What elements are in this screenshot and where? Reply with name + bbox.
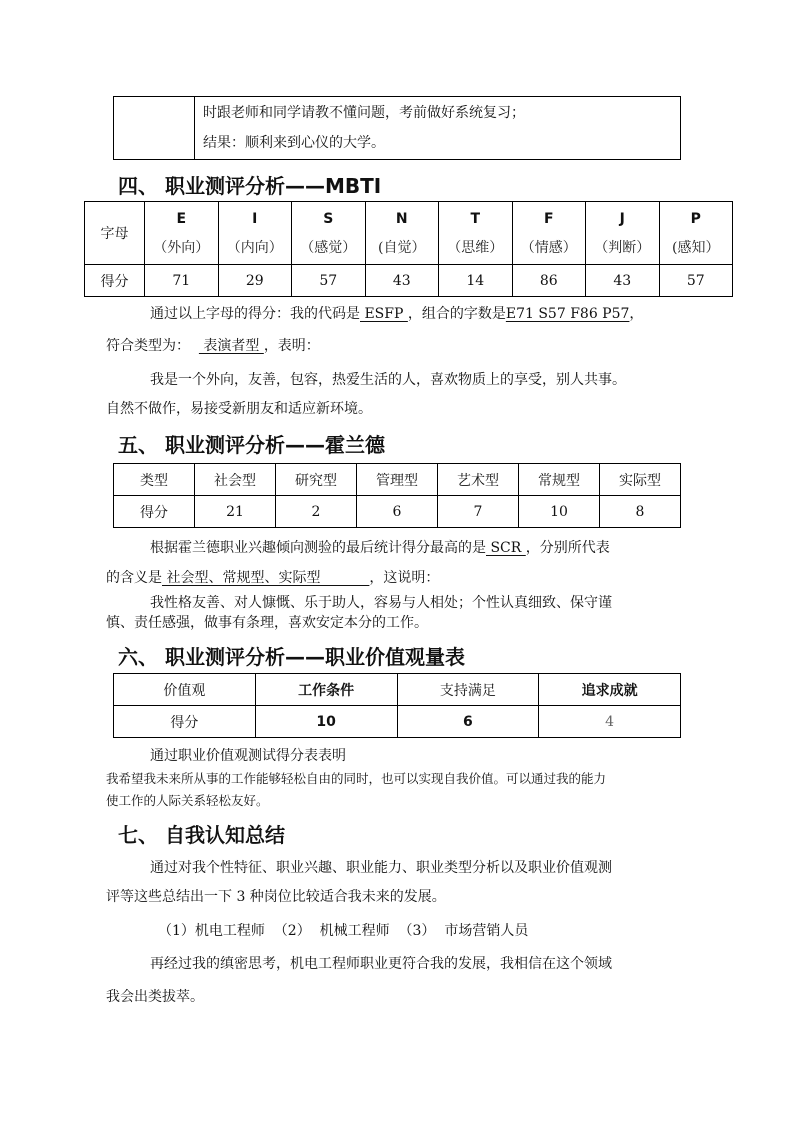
score-cell: 43 (365, 265, 439, 297)
letter-cell (292, 202, 366, 265)
score-cell: 71 (145, 265, 219, 297)
header-cell: 艺术型 (438, 464, 519, 496)
mbti-paragraph-2: 符合类型为： 表演者型 ，表明： (106, 338, 320, 354)
header-cell: 管理型 (357, 464, 438, 496)
header-cell: 社会型 (195, 464, 276, 496)
summary-paragraph-3: 再经过我的缜密思考，机电工程师职业更符合我的发展，我相信在这个领域 (150, 956, 612, 972)
score-cell: 29 (218, 265, 292, 297)
letter-meaning: （内向） (226, 240, 283, 256)
letter-cell (659, 202, 733, 265)
values-paragraph-2: 我希望我未来所从事的工作能够轻松自由的同时，也可以实现自我价值。可以通过我的能力 (106, 771, 607, 786)
mbti-table (84, 201, 733, 297)
letter: T (470, 211, 481, 227)
holland-code: SCR (486, 540, 526, 556)
letter-meaning: (自觉） (378, 240, 426, 256)
holland-meaning: 社会型、常规型、实际型 (162, 570, 370, 586)
holland-paragraph-1: 根据霍兰德职业兴趣倾向测验的最后统计得分最高的是 SCR ，分别所代表 (150, 540, 610, 556)
mbti-paragraph-4: 自然不做作，易接受新朋友和适应新环境。 (106, 401, 372, 417)
letter-cell (439, 202, 513, 265)
values-table (113, 673, 681, 738)
score-cell: 86 (512, 265, 586, 297)
score-cell: 43 (586, 265, 660, 297)
letter: P (690, 211, 701, 227)
letter-meaning: （感觉） (300, 240, 357, 256)
header-cell: 工作条件 (255, 674, 397, 706)
score-cell: 4 (539, 706, 681, 738)
score-cell: 7 (438, 496, 519, 528)
score-cell: 得分 (114, 706, 256, 738)
values-paragraph-1: 通过职业价值观测试得分表表明 (150, 748, 346, 764)
score-cell: 21 (195, 496, 276, 528)
summary-paragraph-1: 通过对我个性特征、职业兴趣、职业能力、职业类型分析以及职业价值观测 (150, 860, 612, 876)
mbti-combo: E71 S57 F86 P57 (505, 306, 630, 322)
score-cell: 57 (292, 265, 366, 297)
score-cell: 10 (519, 496, 600, 528)
header-cell: 常规型 (519, 464, 600, 496)
score-cell: 6 (357, 496, 438, 528)
letter-meaning: （外向） (153, 240, 210, 256)
score-cell: 2 (276, 496, 357, 528)
score-cell: 57 (659, 265, 733, 297)
summary-paragraph-4: 我会出类拔萃。 (106, 989, 204, 1005)
header-cell: 追求成就 (539, 674, 681, 706)
section-heading-values: 六、 职业测评分析——职业价值观量表 (118, 645, 465, 669)
mbti-paragraph-1: 通过以上字母的得分：我的代码是 ESFP ，组合的字数是E71 S57 F86 P57， (150, 306, 644, 322)
holland-paragraph-3: 我性格友善、对人慷慨、乐于助人，容易与人相处；个性认真细致、保守谨 (150, 595, 612, 611)
header-cell: 支持满足 (397, 674, 539, 706)
letter: E (176, 211, 187, 227)
letter: J (619, 211, 625, 227)
summary-paragraph-2: 评等这些总结出一下 3 种岗位比较适合我未来的发展。 (106, 889, 446, 905)
letter: F (543, 211, 554, 227)
experience-table (113, 96, 681, 160)
mbti-paragraph-3: 我是一个外向，友善，包容，热爱生活的人，喜欢物质上的享受，别人共事。 (150, 372, 626, 388)
row-label: 字母 (85, 202, 145, 265)
empty-cell (114, 97, 195, 160)
score-cell: 6 (397, 706, 539, 738)
score-cell: 10 (255, 706, 397, 738)
letter-meaning: （判断） (594, 240, 651, 256)
section-heading-summary: 七、 自我认知总结 (118, 823, 285, 847)
letter: I (252, 211, 258, 227)
letter-meaning: （情感） (520, 240, 577, 256)
holland-paragraph-2: 的含义是 社会型、常规型、实际型 ，这说明： (106, 570, 440, 586)
values-paragraph-3: 使工作的人际关系轻松友好。 (106, 793, 269, 808)
letter-meaning: (感知） (672, 240, 720, 256)
letter-cell (365, 202, 439, 265)
holland-table (113, 463, 681, 528)
career-options: （1）机电工程师 （2） 机械工程师 （3） 市场营销人员 (158, 923, 529, 939)
row-label: 得分 (85, 265, 145, 297)
letter: N (395, 211, 408, 227)
letter-cell (586, 202, 660, 265)
score-cell: 得分 (114, 496, 195, 528)
cell-line: 结果：顺利来到心仪的大学。 (203, 135, 385, 151)
score-cell: 8 (600, 496, 681, 528)
mbti-code: ESFP (360, 306, 408, 322)
cell-line: 时跟老师和同学请教不懂问题，考前做好系统复习； (203, 105, 525, 121)
letter-cell (218, 202, 292, 265)
header-cell: 实际型 (600, 464, 681, 496)
section-heading-mbti: 四、 职业测评分析——MBTI (118, 174, 382, 198)
mbti-type: 表演者型 (198, 338, 264, 354)
header-cell: 类型 (114, 464, 195, 496)
letter-cell (512, 202, 586, 265)
header-cell: 研究型 (276, 464, 357, 496)
section-heading-holland: 五、 职业测评分析——霍兰德 (118, 433, 385, 457)
header-cell: 价值观 (114, 674, 256, 706)
letter-meaning: （思维） (447, 240, 504, 256)
score-cell: 14 (439, 265, 513, 297)
letter-cell (145, 202, 219, 265)
holland-paragraph-4: 慎、责任感强，做事有条理，喜欢安定本分的工作。 (106, 615, 428, 631)
letter: S (323, 211, 334, 227)
